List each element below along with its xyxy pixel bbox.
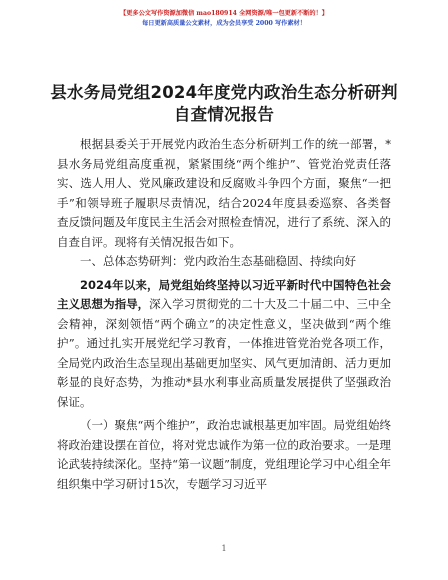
intro-paragraph: 根据县委关于开展党内政治生态分析研判工作的统一部署，*县水务局党组高度重视，紧紧围绕“两个维护”、管党治党责任落实、选人用人、党风廉政建设和反腐败斗争四个方面，聚焦“一把手”和领导班子履职尽责情况，结合2024年度县委巡察、各类督查反馈问题及年度民主生活会对照检查情况，进行了系统、深入的自查自评。现将有关情况报告如下。 <box>57 137 391 249</box>
page-number: 1 <box>221 544 227 553</box>
banner-promo-line: 【更多公文写作资源加微信 mao180914 全网资源/唯一包更新不断的！】 <box>120 10 328 17</box>
title-line-2: 自查情况报告 <box>173 105 275 124</box>
overview-text: 深入学习贯彻党的二十大及二十届二中、三中全会精神，深刻领悟“两个确立”的决定性意义，坚决做到“两个维护”。通过扎实开展党纪学习教育，一体推进管党治党各项工作，全局党内政治生态呈现出基础更加坚实、风气更加清朗、活力更加彰显的良好态势，为推动*县水利事业高质量发展提供了坚强政治保证。 <box>57 297 392 409</box>
subsection-paragraph: （一）聚焦“两个维护”，政治忠诚根基更加牢固。局党组始终将政治建设摆在首位，将对党忠诚作为第一位的政治要求。一是理论武装持续深化。坚持“第一议题”制度，党组理论学习中心组全年组织集中学习研讨15次，专题学习习近平 <box>57 418 391 491</box>
title-line-1: 县水务局党组2024年度党内政治生态分析研判 <box>50 83 398 102</box>
overview-lead: 2024年以来，局党组始终坚持以习近平新时代中国特色社会主义思想为指导， <box>57 277 391 311</box>
banner-subtitle-line: 每日更新高质量公文素材，成为会员享受 2000 写作素材！ <box>142 20 306 27</box>
document-title <box>0 82 448 126</box>
header-banner <box>0 9 448 29</box>
overview-paragraph <box>57 276 391 413</box>
section-heading <box>57 252 391 272</box>
section-heading-text: 一、总体态势研判：党内政治生态基础稳固、持续向好 <box>80 254 356 268</box>
document-body <box>57 135 391 494</box>
